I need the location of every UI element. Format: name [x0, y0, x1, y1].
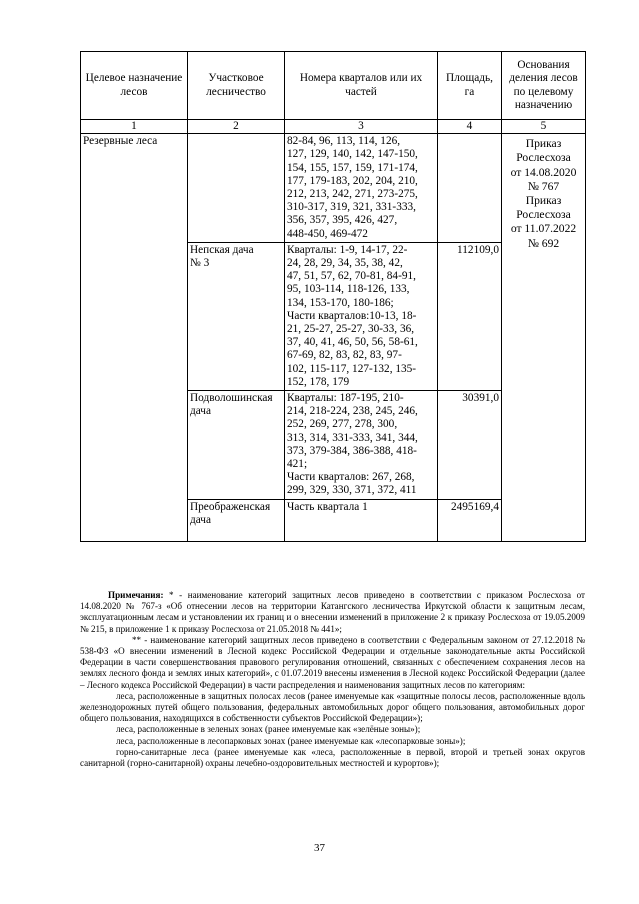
quarters-line: 154, 155, 157, 159, 171-174,: [287, 161, 418, 174]
quarters-line: 82-84, 96, 113, 114, 126,: [287, 135, 401, 148]
quarters-line: 95, 103-114, 118-126, 133,: [287, 283, 410, 296]
quarters-cell: [285, 134, 438, 243]
quarters-line: 214, 218-224, 238, 245, 246,: [287, 405, 418, 418]
col-number: 5: [502, 120, 586, 134]
header-forestry: Участковое лесничество: [188, 52, 285, 120]
quarters-line: 152, 178, 179: [287, 375, 350, 388]
forestry-cell-empty: [188, 134, 285, 243]
basis-line: Приказ: [525, 194, 562, 208]
quarters-line: 67-69, 82, 83, 82, 83, 97-: [287, 349, 402, 362]
header-area: Площадь, га: [438, 52, 502, 120]
forestry-cell: [188, 499, 285, 541]
table-header-row: [81, 52, 586, 120]
basis-line: № 692: [527, 236, 560, 250]
quarters-line: 24, 28, 29, 34, 35, 38, 42,: [287, 257, 403, 270]
column-number-row: [81, 120, 586, 134]
note-paragraph: горно-санитарные леса (ранее именуемые как «леса, расположенные в первой, второй и третьей зонах округов санитарной (горно-санитарной) охраны лечебно-оздоровительных местностей и курортов»);: [80, 746, 585, 769]
quarters-line: 373, 379-384, 386-388, 418-: [287, 444, 417, 457]
header-quarters: Номера кварталов или их частей: [285, 52, 438, 120]
basis-cell: [502, 134, 586, 542]
quarters-line: 310-317, 319, 321, 331-333,: [287, 201, 416, 214]
quarters-line: 177, 179-183, 202, 204, 210,: [287, 174, 418, 187]
header-basis: Основания деления лесов по целевому назначению: [502, 52, 586, 120]
forestry-cell: [188, 391, 285, 500]
quarters-line: 37, 40, 41, 46, 50, 56, 58-61,: [287, 336, 418, 349]
quarters-line: 212, 213, 242, 271, 273-275,: [287, 188, 418, 201]
col-number: 2: [188, 120, 285, 134]
quarters-line: 421;: [287, 458, 308, 471]
basis-line: № 767: [527, 179, 560, 193]
quarters-line: 299, 329, 330, 371, 372, 411: [287, 484, 417, 497]
forestry-line: Непская дача: [190, 243, 254, 256]
quarters-line: 47, 51, 57, 62, 70-81, 84-91,: [287, 270, 416, 283]
quarters-line: 102, 115-117, 127-132, 135-: [287, 362, 417, 375]
area-cell: 2495169,4: [438, 499, 502, 541]
note-text: * - наименование категорий защитных лесов приведено в соответствии с приказом Рослесхоза от 14.08.2020 № 767-з «Об отнесении лесов на территории Катангского лесничества Иркутской области к защитным лесам, эксплуатационным лесам и установлении их границ и о внесении изменений в приложение 2 к приказу Рослесхоза от 19.05.2009 № 215, в приложение 1 к приказу Рослесхоза от 21.05.2018 № 441»;: [80, 590, 585, 634]
forestry-line: дача: [190, 405, 212, 418]
forestry-line: Подволошинская: [190, 392, 273, 405]
quarters-line: Части кварталов: 267, 268,: [287, 471, 415, 484]
quarters-line: Кварталы: 187-195, 210-: [287, 392, 404, 405]
note-paragraph: [80, 590, 585, 635]
col-number: 4: [438, 120, 502, 134]
table-row: [81, 134, 586, 243]
basis-line: от 14.08.2020: [510, 165, 577, 179]
quarters-line: 356, 357, 395, 426, 427,: [287, 214, 398, 227]
forestry-line: дача: [190, 513, 212, 526]
quarters-line: 313, 314, 331-333, 341, 344,: [287, 431, 418, 444]
forestry-line: Преображенская: [190, 500, 271, 513]
basis-line: Приказ: [525, 137, 562, 151]
note-paragraph: леса, расположенные в зеленых зонах (ранее именуемые как «зелёные зоны»);: [116, 724, 421, 735]
notes-label: Примечания:: [108, 590, 164, 600]
area-cell: 30391,0: [438, 391, 502, 500]
area-cell-empty: [438, 134, 502, 243]
quarters-line: 127, 129, 140, 142, 147-150,: [287, 148, 418, 161]
forestry-line: № 3: [190, 257, 210, 270]
quarters-line: 21, 25-27, 25-27, 30-33, 36,: [287, 323, 415, 336]
quarters-line: Части кварталов:10-13, 18-: [287, 309, 417, 322]
basis-line: Рослесхоза: [516, 208, 571, 222]
quarters-cell: [285, 242, 438, 390]
note-paragraph: ** - наименование категорий защитных лесов приведено в соответствии с Федеральным законом от 27.12.2018 № 538-ФЗ «О внесении изменений в Лесной кодекс Российской Федерации и отдельные законодательные акты Российской Федерации в части совершенствования правового регулирования отношений, связанных с обеспечением сохранения лесов на землях лесного фонда и землях иных категорий», с 01.07.2019 внесены изменения в Лесной кодекс Российской Федерации (далее – Лесного кодекса Российской Федерации) в части распределения и наименования защитных лесов по категориям:: [80, 634, 585, 690]
note-paragraph: леса, расположенные в лесопарковых зонах (ранее именуемые как «лесопарковые зоны»);: [116, 735, 466, 746]
purpose-cell: Резервные леса: [81, 134, 188, 542]
quarters-line: 252, 269, 277, 278, 300,: [287, 418, 398, 431]
header-purpose: Целевое назначение лесов: [81, 52, 188, 120]
quarters-line: 448-450, 469-472: [287, 227, 368, 240]
page-number: 37: [314, 842, 325, 854]
forest-purpose-table: [80, 51, 586, 542]
notes-section: [80, 590, 585, 769]
note-paragraph: леса, расположенные в защитных полосах лесов (ранее именуемые как «защитные полосы лесов, расположенные вдоль железнодорожных путей общего пользования, федеральных автомобильных дорог общего пользования, автомобильных дорог общего пользования, находящихся в собственности субъектов Российской Федерации»);: [80, 690, 585, 724]
quarters-line: 134, 153-170, 180-186;: [287, 296, 394, 309]
col-number: 3: [285, 120, 438, 134]
quarters-cell: [285, 391, 438, 500]
basis-line: от 11.07.2022: [510, 222, 577, 236]
quarters-line: Кварталы: 1-9, 14-17, 22-: [287, 243, 408, 256]
forestry-cell: [188, 242, 285, 390]
quarters-cell: Часть квартала 1: [285, 499, 438, 541]
area-cell: 112109,0: [438, 242, 502, 390]
col-number: 1: [81, 120, 188, 134]
basis-line: Рослесхоза: [516, 151, 571, 165]
